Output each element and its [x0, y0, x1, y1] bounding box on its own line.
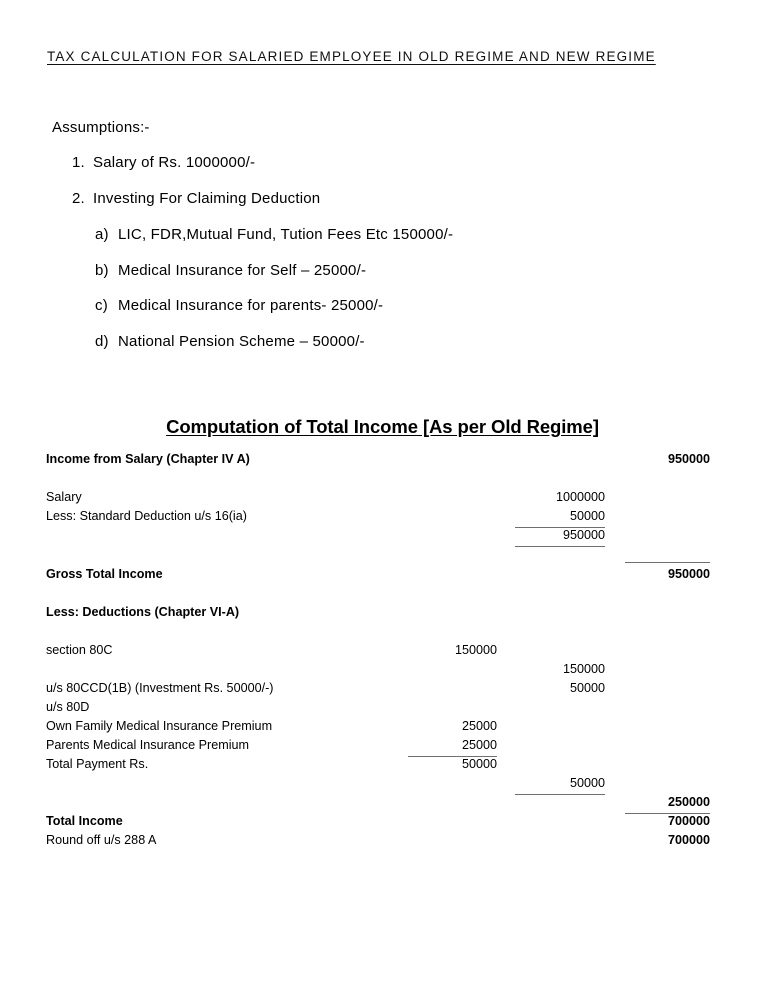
table-row: [0, 795, 765, 814]
list-marker: a): [95, 226, 109, 243]
row-label: Round off u/s 288 A: [46, 833, 157, 847]
list-item: [0, 154, 700, 190]
table-row: [0, 567, 765, 586]
spacer: [0, 624, 765, 643]
table-row: [0, 814, 765, 833]
row-label: Less: Deductions (Chapter VI-A): [46, 605, 240, 619]
computation-heading: [0, 416, 765, 438]
row-label: section 80C: [46, 643, 113, 657]
spacer: [0, 586, 765, 605]
document-title: TAX CALCULATION FOR SALARIED EMPLOYEE IN OLD REGIME AND NEW REGIME: [47, 49, 656, 64]
subtotal-rule: [515, 546, 605, 547]
row-amount-mid: 50000: [569, 681, 605, 695]
table-row: [0, 643, 765, 662]
list-marker: d): [95, 332, 109, 350]
spacer: [0, 471, 765, 490]
list-item: [0, 333, 720, 369]
list-text: National Pension Scheme – 50000/-: [118, 332, 365, 350]
row-amount-mid: 950000: [562, 528, 605, 542]
table-row: [0, 757, 765, 776]
row-amount-inner: 25000: [461, 719, 497, 733]
table-row: [0, 490, 765, 509]
list-text: Medical Insurance for Self – 25000/-: [118, 261, 367, 279]
row-label: Total Payment Rs.: [46, 757, 149, 771]
row-amount-inner: 50000: [461, 757, 497, 771]
table-row: [0, 528, 765, 547]
list-marker: 2.: [72, 190, 85, 207]
row-amount-mid: 1000000: [555, 490, 605, 504]
computation-heading-text: Computation of Total Income [As per Old Regime]: [166, 416, 599, 437]
list-item: [0, 297, 720, 333]
subtotal-rule: [625, 562, 710, 563]
row-amount-mid: 50000: [569, 776, 605, 790]
row-amount-mid: 50000: [569, 509, 605, 523]
row-label: u/s 80CCD(1B) (Investment Rs. 50000/-): [46, 681, 274, 695]
table-row: [0, 776, 765, 795]
row-amount-right: 950000: [667, 452, 710, 466]
row-label: Less: Standard Deduction u/s 16(ia): [46, 509, 247, 523]
list-marker: 1.: [72, 154, 85, 171]
row-label: Salary: [46, 490, 82, 504]
list-text: LIC, FDR,Mutual Fund, Tution Fees Etc 150000/-: [118, 226, 454, 243]
row-label: Gross Total Income: [46, 567, 163, 581]
row-label: u/s 80D: [46, 700, 90, 714]
row-amount-inner: 25000: [461, 738, 497, 752]
row-amount-right: 700000: [667, 814, 710, 828]
table-row: [0, 738, 765, 757]
assumptions-numbered-list: [0, 154, 700, 226]
list-text: Investing For Claiming Deduction: [93, 190, 321, 207]
table-row: [0, 681, 765, 700]
table-row: [0, 833, 765, 852]
table-row: [0, 605, 765, 624]
table-row: [0, 452, 765, 471]
row-amount-mid: 150000: [562, 662, 605, 676]
row-amount-right: 700000: [667, 833, 710, 847]
row-amount-inner: 150000: [454, 643, 497, 657]
list-item: [0, 190, 700, 226]
list-marker: b): [95, 261, 109, 279]
table-row: [0, 662, 765, 681]
row-label: Own Family Medical Insurance Premium: [46, 719, 273, 733]
assumptions-lettered-list: [0, 226, 720, 368]
table-row: [0, 700, 765, 719]
row-amount-right: 950000: [667, 567, 710, 581]
row-amount-right: 250000: [667, 795, 710, 809]
spacer: [0, 547, 765, 567]
list-text: Salary of Rs. 1000000/-: [93, 154, 256, 171]
list-item: [0, 262, 720, 298]
row-label: Parents Medical Insurance Premium: [46, 738, 249, 752]
list-text: Medical Insurance for parents- 25000/-: [118, 297, 384, 314]
list-item: [0, 226, 720, 262]
table-row: [0, 509, 765, 528]
computation-statement: [0, 452, 765, 852]
row-label: Income from Salary (Chapter IV A): [46, 452, 250, 466]
table-row: [0, 719, 765, 738]
assumptions-label: Assumptions:-: [52, 119, 150, 136]
row-label: Total Income: [46, 814, 123, 828]
list-marker: c): [95, 297, 108, 314]
